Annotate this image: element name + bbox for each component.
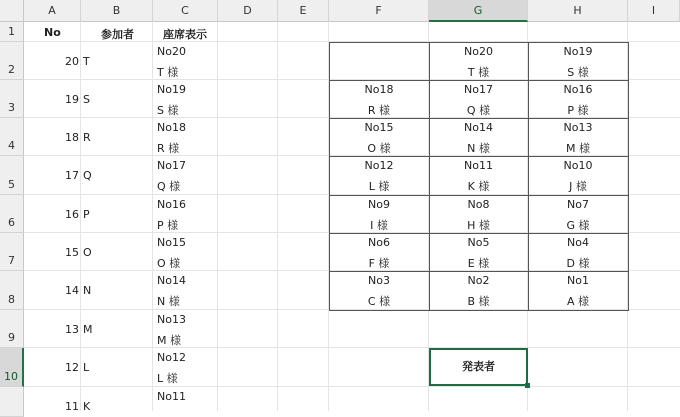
seat-cell[interactable] [329, 271, 429, 310]
seat-number: No5 [467, 236, 490, 249]
list-seat-no[interactable]: No20 [157, 45, 186, 58]
list-participant[interactable]: K [83, 400, 91, 413]
seat-occupant: F 様 [368, 257, 390, 270]
list-number[interactable]: 11 [65, 400, 79, 413]
column-header-c[interactable]: C [153, 0, 218, 22]
list-seat-no[interactable]: No17 [157, 159, 186, 172]
seat-number: No14 [464, 121, 493, 134]
column-header-e[interactable]: E [278, 0, 329, 22]
seat-occupant: C 様 [367, 295, 391, 308]
list-number[interactable]: 17 [65, 169, 79, 182]
seat-occupant: J 様 [569, 180, 587, 193]
header-participant[interactable]: 参加者 [101, 28, 134, 41]
seat-cell[interactable] [329, 80, 429, 118]
row-header-partial[interactable] [0, 387, 24, 417]
seating-border-horizontal [329, 195, 629, 196]
seat-number: No16 [563, 83, 593, 96]
list-seat-name[interactable]: L 様 [157, 372, 178, 385]
seat-number: No18 [364, 83, 394, 96]
row-header-7[interactable]: 7 [0, 233, 24, 271]
seating-border-horizontal [329, 310, 629, 311]
seat-cell[interactable] [429, 271, 528, 310]
gridline-vertical [152, 22, 153, 411]
row-header-4[interactable]: 4 [0, 118, 24, 156]
seat-cell[interactable] [528, 118, 628, 156]
list-seat-name[interactable]: M 様 [157, 334, 181, 347]
seat-cell[interactable] [528, 271, 628, 310]
column-header-b[interactable]: B [81, 0, 153, 22]
list-number[interactable]: 16 [65, 208, 79, 221]
seat-number: No15 [364, 121, 394, 134]
column-header-h[interactable]: H [528, 0, 628, 22]
list-number[interactable]: 15 [65, 246, 79, 259]
seat-cell[interactable] [429, 80, 528, 118]
seat-cell[interactable] [329, 195, 429, 233]
seat-occupant: I 様 [370, 219, 388, 232]
column-header-a[interactable]: A [24, 0, 81, 22]
seat-number: No3 [368, 274, 390, 287]
header-no[interactable]: No [44, 26, 61, 39]
list-seat-name[interactable]: R 様 [157, 142, 180, 155]
seat-cell[interactable] [429, 118, 528, 156]
seat-occupant: K 様 [467, 180, 490, 193]
seat-cell[interactable] [429, 42, 528, 80]
seat-number: No13 [563, 121, 593, 134]
list-participant[interactable]: R [83, 131, 91, 144]
list-number[interactable]: 12 [65, 361, 79, 374]
seat-number: No9 [368, 198, 390, 211]
list-participant[interactable]: O [83, 246, 92, 259]
seat-occupant: N 様 [467, 142, 490, 155]
seat-number: No2 [467, 274, 490, 287]
list-participant[interactable]: S [83, 93, 90, 106]
list-seat-name[interactable]: P 様 [157, 219, 179, 232]
column-header-i[interactable]: I [628, 0, 680, 22]
seat-occupant: G 様 [566, 219, 590, 232]
column-header-d[interactable]: D [218, 0, 278, 22]
seat-occupant: S 様 [567, 66, 589, 79]
seat-occupant: E 様 [467, 257, 490, 270]
list-participant[interactable]: Q [83, 169, 92, 182]
seat-number: No17 [464, 83, 493, 96]
seat-occupant: T 様 [467, 66, 490, 79]
list-seat-no[interactable]: No12 [157, 351, 186, 364]
row-header-2[interactable]: 2 [0, 42, 24, 80]
gridline-horizontal [24, 347, 680, 348]
seat-cell[interactable] [528, 233, 628, 271]
seat-cell[interactable] [528, 42, 628, 80]
seat-cell[interactable] [528, 156, 628, 195]
list-participant[interactable]: N [83, 284, 92, 297]
seat-number: No4 [567, 236, 589, 249]
list-seat-name[interactable]: O 様 [157, 257, 181, 270]
seat-number: No12 [364, 159, 394, 172]
list-number[interactable]: 14 [65, 284, 79, 297]
seat-number: No7 [567, 198, 589, 211]
seat-cell[interactable] [329, 42, 429, 80]
seating-border-horizontal [329, 233, 629, 234]
presenter-cell[interactable]: 発表者 [429, 348, 528, 386]
list-seat-no[interactable]: No16 [157, 198, 186, 211]
header-seat-display[interactable]: 座席表示 [163, 28, 207, 41]
seat-occupant: R 様 [367, 104, 391, 117]
row-header-1[interactable]: 1 [0, 22, 24, 42]
seat-number: No8 [467, 198, 490, 211]
seat-cell[interactable] [329, 233, 429, 271]
list-number[interactable]: 13 [65, 323, 79, 336]
list-number[interactable]: 19 [65, 93, 79, 106]
gridline-vertical [277, 22, 278, 411]
seat-occupant: P 様 [567, 104, 589, 117]
seat-number: No1 [567, 274, 589, 287]
seat-cell[interactable] [429, 195, 528, 233]
seat-occupant: A 様 [566, 295, 590, 308]
fill-handle[interactable] [525, 383, 530, 388]
row-header-9[interactable]: 9 [0, 310, 24, 348]
select-all-corner[interactable] [0, 0, 24, 22]
seating-border-horizontal [329, 80, 629, 81]
seating-border-horizontal [329, 42, 629, 43]
gridline-vertical [80, 22, 81, 411]
seat-cell[interactable] [329, 118, 429, 156]
gridline-vertical [217, 22, 218, 411]
seat-occupant: M 様 [566, 142, 590, 155]
seat-occupant: H 様 [467, 219, 490, 232]
list-seat-name[interactable]: N 様 [157, 295, 180, 308]
seat-number: No6 [368, 236, 390, 249]
list-number[interactable]: 18 [65, 131, 79, 144]
seat-occupant: B 様 [467, 295, 490, 308]
row-header-8[interactable]: 8 [0, 271, 24, 310]
list-seat-no[interactable]: No13 [157, 313, 186, 326]
column-header-g[interactable]: G [429, 0, 528, 22]
seat-occupant: L 様 [368, 180, 390, 193]
seat-occupant: D 様 [566, 257, 590, 270]
seating-border-horizontal [329, 271, 629, 272]
seat-cell[interactable] [528, 195, 628, 233]
list-participant[interactable]: L [83, 361, 90, 374]
list-seat-no[interactable]: No19 [157, 83, 186, 96]
list-seat-no[interactable]: No11 [157, 390, 186, 403]
seat-occupant: O 様 [367, 142, 391, 155]
list-seat-name[interactable]: S 様 [157, 104, 179, 117]
seat-occupant: Q 様 [466, 104, 491, 117]
row-header-10[interactable]: 10 [0, 348, 24, 387]
row-header-5[interactable]: 5 [0, 156, 24, 195]
seat-cell[interactable] [429, 233, 528, 271]
seat-number: No19 [563, 45, 593, 58]
seating-border-horizontal [329, 156, 629, 157]
seat-cell[interactable] [429, 156, 528, 195]
list-seat-name[interactable]: T 様 [157, 66, 179, 79]
list-seat-no[interactable]: No15 [157, 236, 186, 249]
list-participant[interactable]: P [83, 208, 90, 221]
list-participant[interactable]: T [83, 55, 90, 68]
row-header-6[interactable]: 6 [0, 195, 24, 233]
row-header-3[interactable]: 3 [0, 80, 24, 118]
list-seat-no[interactable]: No18 [157, 121, 186, 134]
list-number[interactable]: 20 [65, 55, 79, 68]
seat-number: No11 [464, 159, 493, 172]
seat-cell[interactable] [329, 156, 429, 195]
seating-border-horizontal [329, 118, 629, 119]
seat-number: No20 [464, 45, 493, 58]
column-header-f[interactable]: F [329, 0, 429, 22]
list-participant[interactable]: M [83, 323, 93, 336]
list-seat-no[interactable]: No14 [157, 274, 186, 287]
seat-number: No10 [563, 159, 593, 172]
seat-cell[interactable] [528, 80, 628, 118]
list-seat-name[interactable]: Q 様 [157, 180, 181, 193]
gridline-horizontal [24, 386, 680, 387]
